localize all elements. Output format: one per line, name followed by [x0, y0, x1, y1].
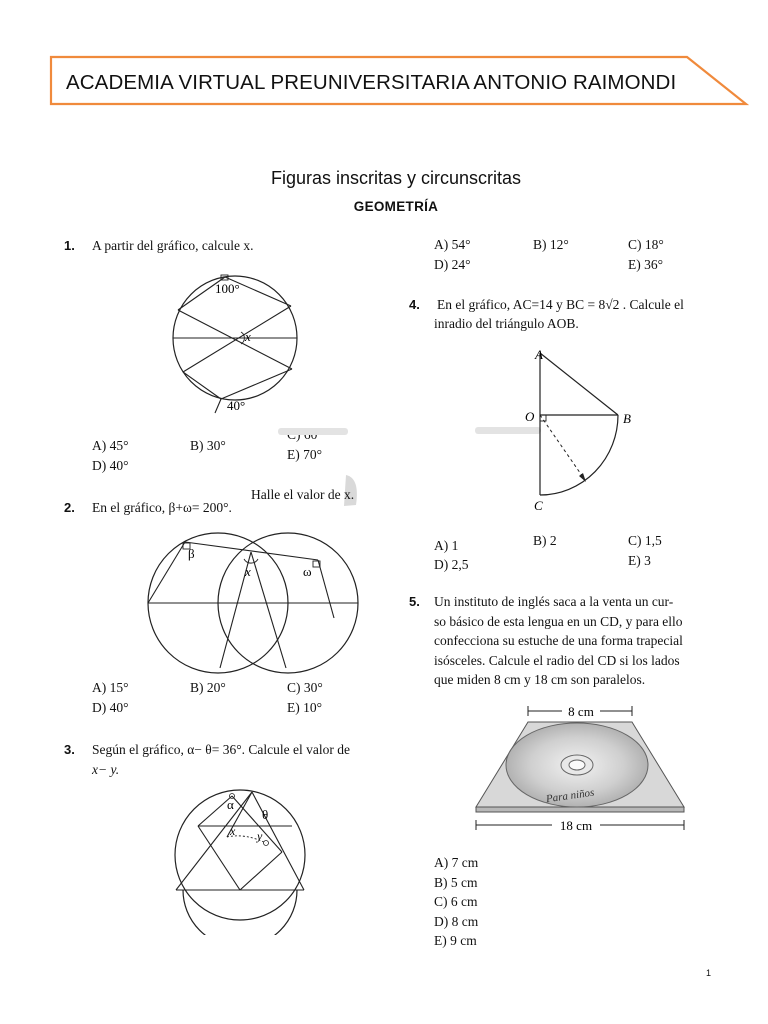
q1-option-d: D) 40°: [92, 458, 129, 473]
q4-label-a: A: [535, 347, 543, 362]
q2-option-c: C) 30°: [287, 680, 323, 695]
q1-label-40: 40°: [227, 398, 246, 413]
q4-label-o: O: [525, 409, 535, 424]
q3-option-a: A) 54°: [434, 237, 471, 252]
q1-option-e: E) 70°: [287, 447, 323, 462]
q2-label-x: x: [245, 564, 251, 579]
q3-option-d: D) 24°: [434, 257, 471, 272]
question-4-number: 4.: [409, 297, 420, 312]
question-1-number: 1.: [64, 238, 75, 253]
question-5-figure: [470, 698, 695, 838]
question-1-figure: [165, 268, 315, 420]
q3-option-c: C) 18°: [628, 237, 664, 252]
question-3-figure: [170, 785, 320, 935]
page-number: 1: [706, 968, 712, 978]
q4-option-b: B) 2: [533, 533, 557, 548]
q2-label-omega: ω: [303, 564, 312, 579]
q5-option-a: A) 7 cm: [434, 855, 479, 870]
q3-label-alpha: α: [227, 797, 234, 812]
q1-label-x: x: [245, 329, 251, 344]
question-3-text-line1: Según el gráfico, α− θ= 36°. Calcule el valor de: [92, 742, 350, 757]
question-2-number: 2.: [64, 500, 75, 515]
q4-label-c: C: [534, 498, 543, 513]
question-5-number: 5.: [409, 594, 420, 609]
q2-option-d: D) 40°: [92, 700, 129, 715]
institution-name: ACADEMIA VIRTUAL PREUNIVERSITARIA ANTONIO RAIMONDI: [66, 71, 677, 94]
q5-cd-label: Para niños: [545, 786, 596, 806]
q3-option-b: B) 12°: [533, 237, 569, 252]
q5-text-line-2: so básico de esta lengua en un CD, y para ello: [434, 613, 683, 629]
q1-option-b: B) 30°: [190, 438, 226, 453]
question-4-text-line1: En el gráfico, AC=14 y BC = 8√2 . Calcule el: [437, 297, 684, 312]
q4-label-b: B: [623, 411, 631, 426]
q2-option-a: A) 15°: [92, 680, 129, 695]
question-2-extra-text: Halle el valor de x.: [251, 487, 355, 502]
question-1-text: A partir del gráfico, calcule x.: [92, 238, 254, 253]
question-3-text-line2: x− y.: [92, 762, 120, 777]
q5-option-c: C) 6 cm: [434, 894, 478, 909]
question-2-text: En el gráfico, β+ω= 200°.: [92, 500, 232, 515]
q5-text-line-5: que miden 8 cm y 18 cm son paralelos.: [434, 672, 646, 687]
question-3-number: 3.: [64, 742, 75, 757]
q5-option-d: D) 8 cm: [434, 914, 479, 929]
question-4-figure: [520, 345, 640, 515]
scan-artifact-left: [272, 420, 372, 520]
q2-option-e: E) 10°: [287, 700, 323, 715]
q5-option-b: B) 5 cm: [434, 875, 478, 890]
q5-label-bottom: 18 cm: [559, 818, 593, 833]
q3-label-theta: θ: [262, 807, 269, 822]
q5-text-line-4: isósceles. Calcule el radio del CD si los lados: [434, 652, 680, 668]
q4-option-d: D) 2,5: [434, 557, 469, 572]
q3-label-x: x: [230, 824, 236, 838]
q1-label-100: 100°: [215, 281, 240, 296]
q3-option-e: E) 36°: [628, 257, 664, 272]
question-2-figure: [138, 530, 368, 675]
question-5-text: [434, 592, 726, 690]
q2-label-beta: β: [188, 546, 195, 561]
header-banner: [0, 0, 768, 120]
q2-option-b: B) 20°: [190, 680, 226, 695]
q5-option-e: E) 9 cm: [434, 933, 477, 948]
q3-label-y: y: [257, 829, 263, 843]
q5-text-line-1: Un instituto de inglés saca a la venta un cur-: [434, 594, 674, 609]
q1-option-a: A) 45°: [92, 438, 129, 453]
q5-label-top: 8 cm: [568, 704, 594, 719]
q4-option-a: A) 1: [434, 538, 459, 553]
question-4-text-line2: inradio del triángulo AOB.: [434, 316, 579, 331]
q5-text-line-3: confecciona su estuche de una forma trapecial: [434, 633, 683, 648]
q4-option-e: E) 3: [628, 553, 651, 568]
subject-heading: GEOMETRÍA: [353, 199, 439, 214]
q4-option-c: C) 1,5: [628, 533, 662, 548]
page-title: Figuras inscritas y circunscritas: [270, 168, 522, 188]
